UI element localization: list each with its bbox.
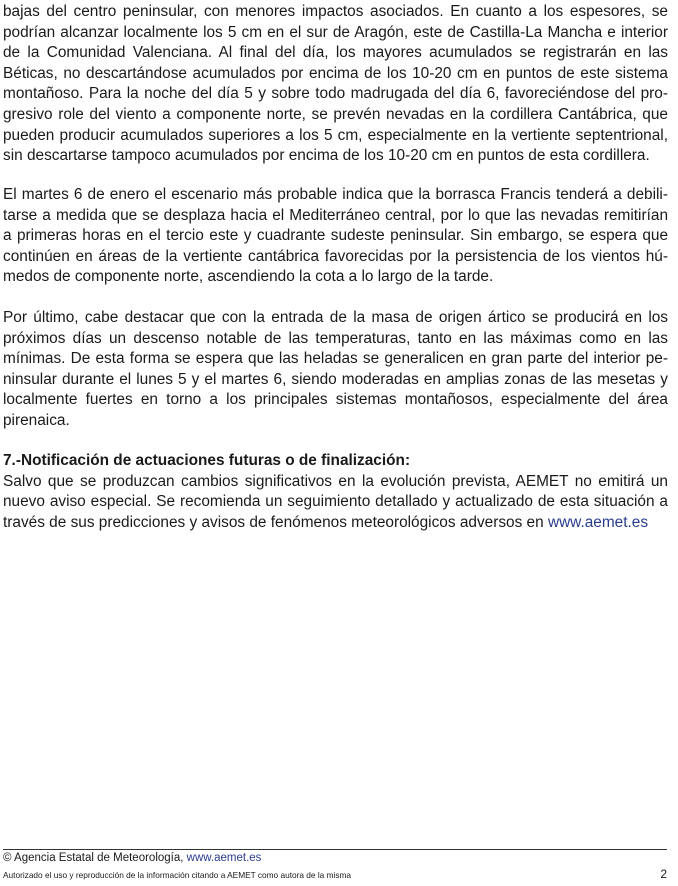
footer-copyright [3,851,261,865]
paragraph-tuesday-forecast: El martes 6 de enero el escenario más probable indica que la borrasca Francis tenderá a debilitarse a medida que se desplaza hacia el Mediterráneo central, por lo que las nevadas remitirían a primeras horas en el tercio este y cuadrante sudeste peninsular. Sin embargo, se espera que continúen en áreas de la vertiente cantábrica favorecidas por la persistencia de los vientos húmedos de componente norte, ascendiendo la cota a lo largo de la tarde. [3,186,668,286]
section-heading: 7.-Notificación de actuaciones futuras o de finalización: [3,452,411,469]
section-future-actions [3,451,668,533]
page-number: 2 [660,867,667,881]
footer-aemet-link[interactable]: www.aemet.es [186,852,262,864]
section-body-text: Salvo que se produzcan cambios significativos en la evolución prevista, AEMET no emitirá un nuevo aviso especial. Se recomienda un seguimiento detallado y actualizado de esta situación a través de sus predicciones y avisos de fenómenos meteorológicos adversos en [3,472,668,531]
paragraph-snowfall-accumulations: bajas del centro peninsular, con menores impactos asociados. En cuanto a los espesores, se podrían alcanzar localmente los 5 cm en el sur de Aragón, este de Castilla-La Mancha e interior de la Comunidad Valenciana. Al final del día, los mayores acumulados se registrarán en las Béticas, no descartándose acumulados por encima de los 10-20 cm en puntos de este sistema montañoso. Para la noche del día 5 y sobre todo madrugada del día 6, favoreciéndose del progresivo role del viento a componente norte, se prevén nevadas en la cordillera Cantábrica, que pueden producir acumulados superiores a los 5 cm, especialmente en la vertiente septentrional, sin descartarse tampoco acumulados por encima de los 10-20 cm en puntos de esta cordillera. [3,3,668,165]
aemet-link[interactable]: www.aemet.es [547,513,649,531]
section-body [3,472,668,534]
footer-usage-notice: Autorizado el uso y reproducción de la información citando a AEMET como autora de la misma [3,870,352,880]
paragraph-temperature-drop: Por último, cabe destacar que con la entrada de la masa de origen ártico se producirá en los próximos días un descenso notable de las temperaturas, tanto en las máximas como en las mínimas. De esta forma se espera que las heladas se generalicen en gran parte del interior peninsular durante el lunes 5 y el martes 6, siendo moderadas en amplias zonas de las mesetas y localmente fuertes en torno a los principales sistemas montañosos, especialmente del área pirenaica. [3,309,668,429]
footer-copyright-text: © Agencia Estatal de Meteorología, [3,852,187,864]
footer-divider [3,849,667,850]
